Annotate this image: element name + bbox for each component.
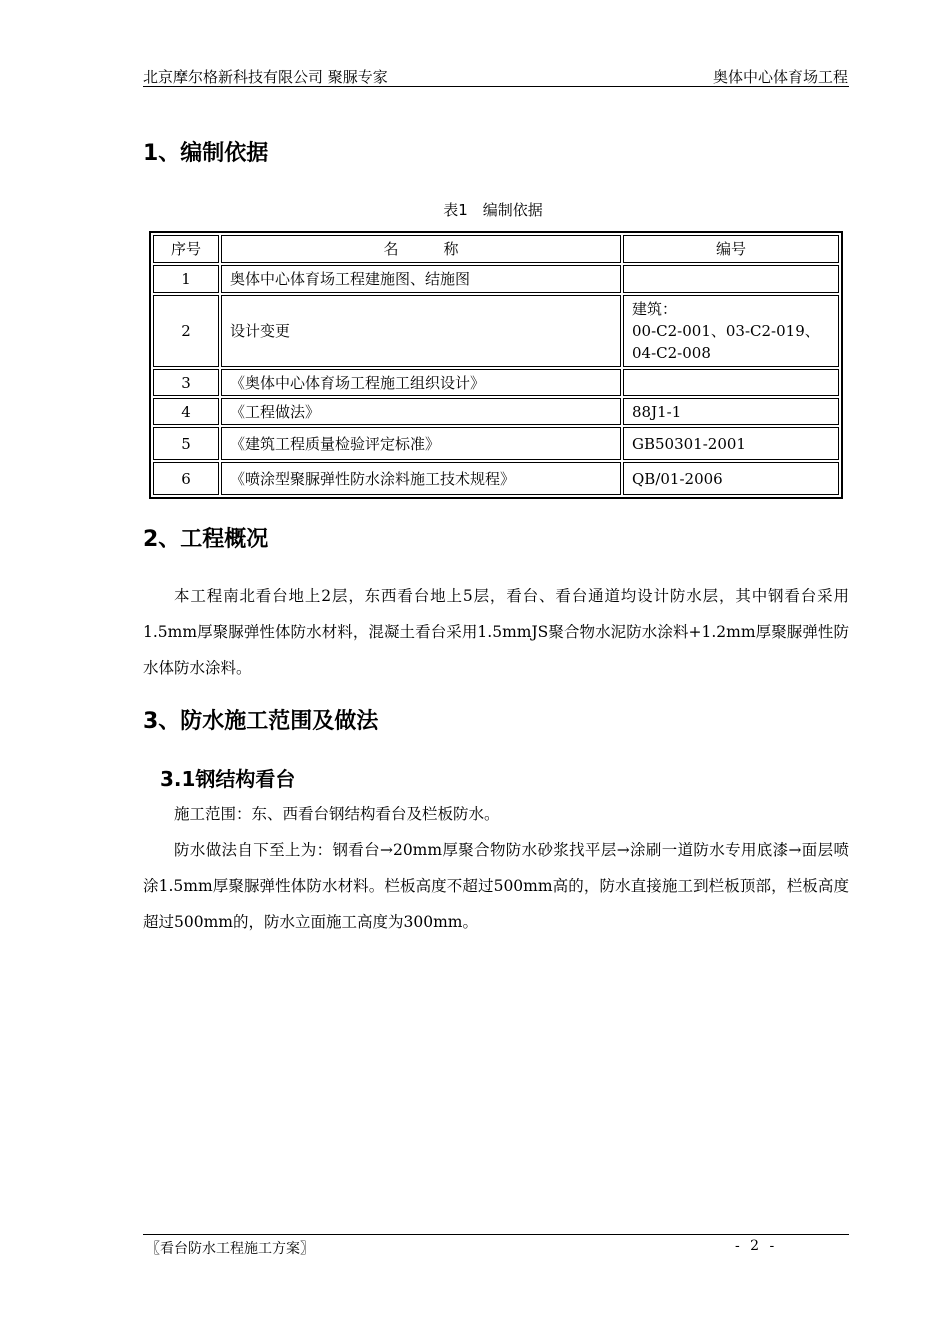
col-header-no: 序号 xyxy=(153,235,219,263)
row-no: 6 xyxy=(153,462,219,495)
row-name: 设计变更 xyxy=(221,295,621,367)
row-name: 《奥体中心体育场工程施工组织设计》 xyxy=(221,369,621,396)
row-name: 《建筑工程质量检验评定标准》 xyxy=(221,427,621,460)
row-name: 奥体中心体育场工程建施图、结施图 xyxy=(221,265,621,293)
row-no: 5 xyxy=(153,427,219,460)
row-name: 《喷涂型聚脲弹性防水涂料施工技术规程》 xyxy=(221,462,621,495)
row-no: 3 xyxy=(153,369,219,396)
footer-doc-title: 〖看台防水工程施工方案〗 xyxy=(146,1241,314,1257)
row-code xyxy=(623,295,839,367)
footer-rule xyxy=(143,1234,849,1235)
row-no: 4 xyxy=(153,398,219,425)
table-row xyxy=(153,369,839,396)
row-code: 88J1-1 xyxy=(623,398,839,425)
col-header-name: 名 称 xyxy=(221,235,621,263)
table-header-row xyxy=(153,235,839,263)
table-row xyxy=(153,295,839,367)
row-no: 1 xyxy=(153,265,219,293)
header-company: 北京摩尔格新科技有限公司 聚脲专家 xyxy=(143,68,388,86)
table-row xyxy=(153,398,839,425)
row-code-line: 建筑： xyxy=(632,300,678,318)
row-code-line: 04-C2-008 xyxy=(632,344,711,362)
table-caption: 表1 编制依据 xyxy=(443,201,543,219)
header-project: 奥体中心体育场工程 xyxy=(712,68,848,86)
scope-paragraph: 施工范围：东、西看台钢结构看台及栏板防水。 xyxy=(174,805,500,823)
table-row xyxy=(153,427,839,460)
row-code-line: 00-C2-001、03-C2-019、 xyxy=(632,322,820,340)
page-number: - 2 - xyxy=(735,1238,778,1254)
section-1-heading: 1、编制依据 xyxy=(143,141,269,166)
header-rule xyxy=(143,86,849,87)
section-2-heading: 2、工程概况 xyxy=(143,527,269,552)
row-code xyxy=(623,265,839,293)
method-paragraph: 防水做法自下至上为：钢看台→20mm厚聚合物防水砂浆找平层→涂刷一道防水专用底漆→面层喷涂1.5mm厚聚脲弹性体防水材料。栏板高度不超过500mm高的，防水直接施工到栏板顶部，栏板高度超过500mm的，防水立面施工高度为300mm。 xyxy=(143,841,849,931)
row-code: QB/01-2006 xyxy=(623,462,839,495)
col-header-code: 编号 xyxy=(623,235,839,263)
table-row xyxy=(153,265,839,293)
section-3-heading: 3、防水施工范围及做法 xyxy=(143,709,379,734)
row-no: 2 xyxy=(153,295,219,367)
section-3-1-heading: 3.1钢结构看台 xyxy=(160,767,296,791)
project-overview-paragraph: 本工程南北看台地上2层，东西看台地上5层，看台、看台通道均设计防水层，其中钢看台采用1.5mm厚聚脲弹性体防水材料，混凝土看台采用1.5mmJS聚合物水泥防水涂料+1.2mm厚聚脲弹性防水体防水涂料。 xyxy=(143,587,849,677)
table-row xyxy=(153,462,839,495)
row-name: 《工程做法》 xyxy=(221,398,621,425)
basis-table xyxy=(149,231,843,499)
row-code xyxy=(623,369,839,396)
row-code: GB50301-2001 xyxy=(623,427,839,460)
